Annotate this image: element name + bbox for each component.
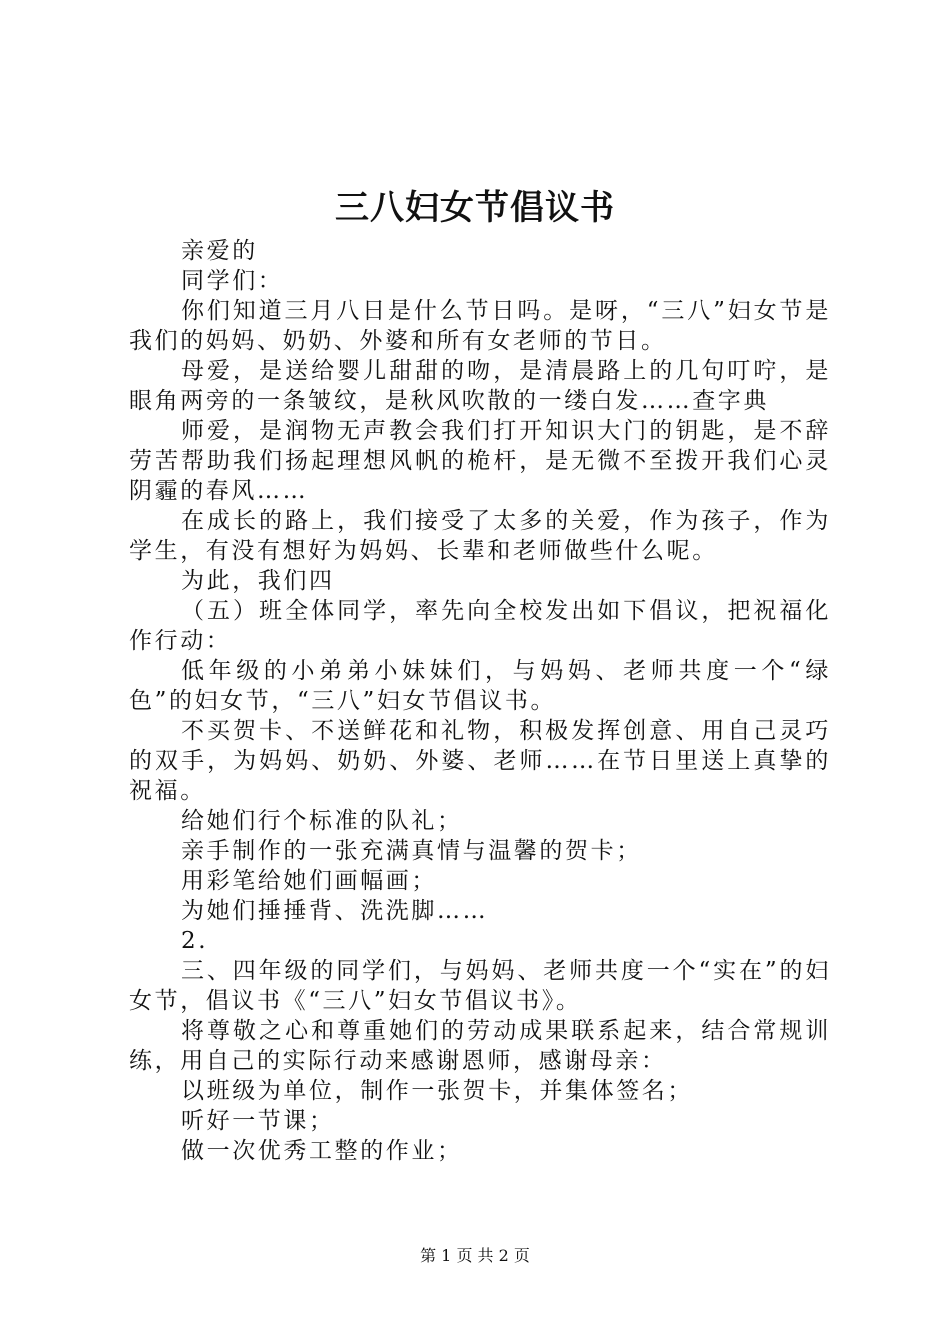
paragraph: 将尊敬之心和尊重她们的劳动成果联系起来，结合常规训练，用自己的实际行动来感谢恩师，感谢母亲： <box>129 1018 831 1074</box>
paragraph: 母爱，是送给婴儿甜甜的吻，是清晨路上的几句叮咛，是眼角两旁的一条皱纹，是秋风吹散的一缕白发……查字典 <box>129 358 831 414</box>
paragraph: 亲手制作的一张充满真情与温馨的贺卡； <box>181 838 642 864</box>
paragraph: 为她们捶捶背、洗洗脚…… <box>181 898 489 924</box>
paragraph: 给她们行个标准的队礼； <box>181 808 463 834</box>
paragraph: 2. <box>181 928 209 954</box>
paragraph: 用彩笔给她们画幅画； <box>181 868 437 894</box>
page-number-footer: 第 1 页 共 2 页 <box>420 1246 530 1265</box>
paragraph: 三、四年级的同学们，与妈妈、老师共度一个“实在”的妇女节，倡议书《“三八”妇女节倡议书》。 <box>129 958 831 1014</box>
paragraph: 做一次优秀工整的作业； <box>181 1138 463 1164</box>
paragraph: 师爱，是润物无声教会我们打开知识大门的钥匙，是不辞劳苦帮助我们扬起理想风帆的桅杆，是无微不至拨开我们心灵阴霾的春风…… <box>129 418 831 504</box>
paragraph: 为此，我们四 <box>181 568 335 594</box>
paragraph: 不买贺卡、不送鲜花和礼物，积极发挥创意、用自己灵巧的双手，为妈妈、奶奶、外婆、老师……在节日里送上真挚的祝福。 <box>129 718 831 804</box>
paragraph: 在成长的路上，我们接受了太多的关爱，作为孩子，作为学生，有没有想好为妈妈、长辈和老师做些什么呢。 <box>129 508 831 564</box>
paragraph: 以班级为单位，制作一张贺卡，并集体签名； <box>181 1078 693 1104</box>
document-title: 三八妇女节倡议书 <box>335 188 615 228</box>
paragraph: 同学们： <box>181 268 284 294</box>
paragraph: 亲爱的 <box>181 238 258 264</box>
document-body <box>129 236 831 1166</box>
paragraph: 你们知道三月八日是什么节日吗。是呀，“三八”妇女节是我们的妈妈、奶奶、外婆和所有女老师的节日。 <box>129 298 831 354</box>
paragraph: （五）班全体同学，率先向全校发出如下倡议，把祝福化作行动： <box>129 598 831 654</box>
paragraph: 低年级的小弟弟小妹妹们，与妈妈、老师共度一个“绿色”的妇女节，“三八”妇女节倡议书。 <box>129 658 831 714</box>
paragraph: 听好一节课； <box>181 1108 335 1134</box>
